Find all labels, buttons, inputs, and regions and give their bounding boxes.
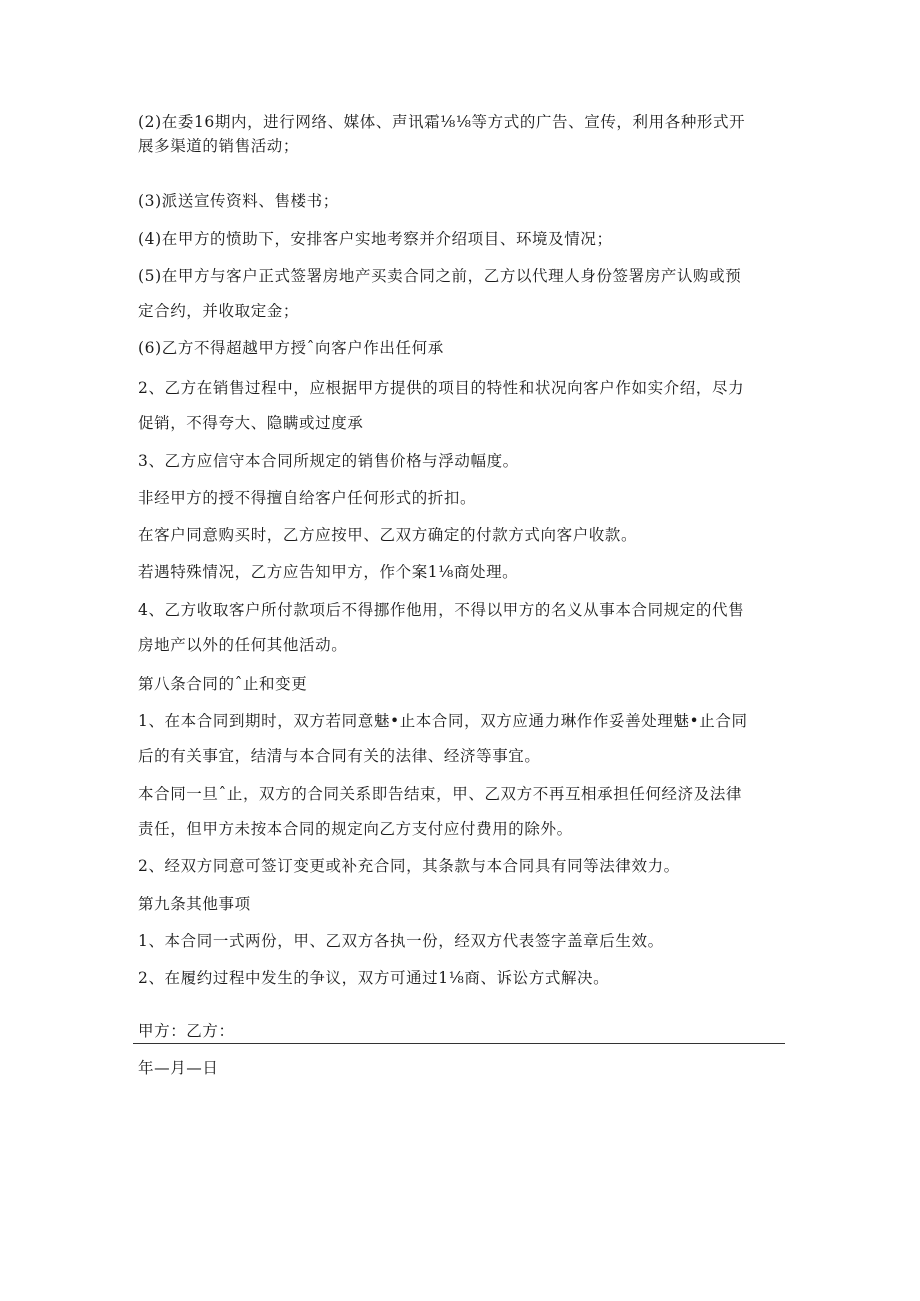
date-line: 年—月—日 bbox=[138, 1059, 219, 1077]
text-line: (2)在委16期内，进行网络、媒体、声讯霜⅛⅛等方式的广告、宣传，利用各种形式开 bbox=[138, 113, 746, 131]
text-line: 促销，不得夸大、隐瞒或过度承 bbox=[138, 414, 364, 432]
section-heading: 第八条合同的ˆ止和变更 bbox=[138, 675, 308, 693]
text-line: 3、乙方应信守本合同所规定的销售价格与浮动幅度。 bbox=[138, 452, 519, 470]
text-line: (3)派送宣传资料、售楼书； bbox=[138, 192, 339, 210]
text-line: (4)在甲方的愤助下，安排客户实地考察并介绍项目、环境及情况； bbox=[138, 230, 613, 248]
signature-rule bbox=[133, 1043, 785, 1044]
text-line: 在客户同意购买时，乙方应按甲、乙双方确定的付款方式向客户收款。 bbox=[138, 526, 638, 544]
text-line: 1、本合同一式两份，甲、乙双方各执一份，经双方代表签字盖章后生效。 bbox=[138, 932, 664, 950]
text-line: 展多渠道的销售活动； bbox=[138, 137, 300, 155]
text-line: 2、在履约过程中发生的争议，双方可通过1⅛商、诉讼方式解决。 bbox=[138, 969, 610, 987]
text-line: 1、在本合同到期时，双方若同意魅•止本合同，双方应通力琳作作妥善处理魅•止合同 bbox=[138, 712, 748, 730]
text-line: 房地产以外的任何其他活动。 bbox=[138, 636, 348, 654]
signature-line: 甲方：乙方： bbox=[138, 1022, 235, 1040]
section-heading: 第九条其他事项 bbox=[138, 895, 251, 913]
text-line: (5)在甲方与客户正式签署房地产买卖合同之前，乙方以代理人身份签署房产认购或预 bbox=[138, 267, 742, 285]
text-line: 2、乙方在销售过程中，应根据甲方提供的项目的特性和状况向客户作如实介绍，尽力 bbox=[138, 379, 745, 397]
text-line: 4、乙方收取客户所付款项后不得挪作他用，不得以甲方的名义从事本合同规定的代售 bbox=[138, 601, 745, 619]
text-line: 后的有关事宜，结清与本合同有关的法律、经济等事宜。 bbox=[138, 747, 541, 765]
text-line: 责任，但甲方未按本合同的规定向乙方支付应付费用的除外。 bbox=[138, 820, 573, 838]
text-line: 定合约，并收取定金； bbox=[138, 302, 300, 320]
text-line: 2、经双方同意可签订变更或补充合同，其条款与本合同具有同等法律效力。 bbox=[138, 857, 680, 875]
text-line: 本合同一旦ˆ止，双方的合同关系即告结束，甲、乙双方不再互相承担任何经济及法律 bbox=[138, 785, 743, 803]
text-line: 非经甲方的授不得擅自给客户任何形式的折扣。 bbox=[138, 489, 477, 507]
text-line: 若遇特殊情况，乙方应告知甲方，作个案1⅛商处理。 bbox=[138, 563, 519, 581]
text-line: (6)乙方不得超越甲方授ˆ向客户作出任何承 bbox=[138, 339, 444, 357]
